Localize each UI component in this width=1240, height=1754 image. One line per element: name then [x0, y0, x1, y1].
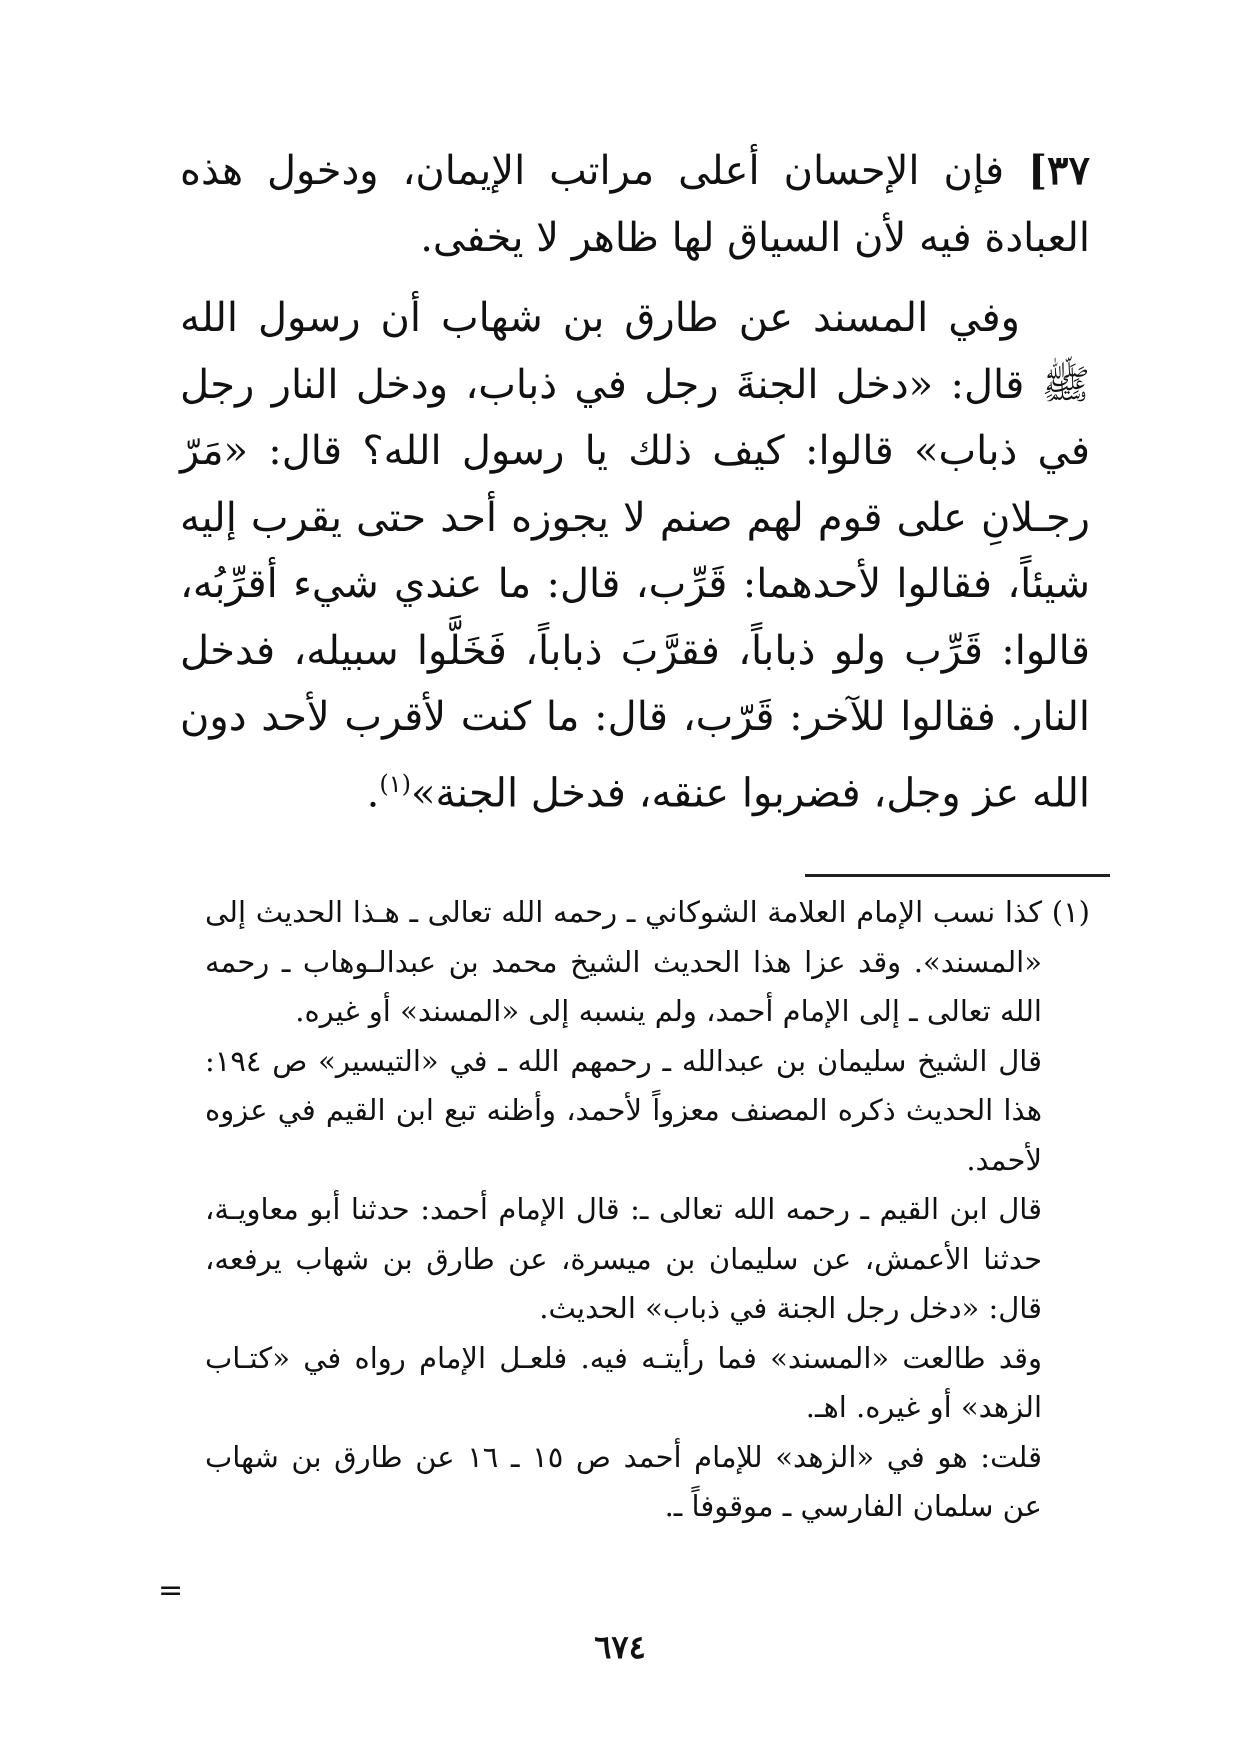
paragraph-1 — [180, 138, 1090, 271]
footnote-1-para-1 — [205, 888, 1090, 1037]
continuation-mark: = — [158, 1573, 184, 1608]
page-number: ٦٧٤ — [594, 1628, 646, 1666]
paragraph-2-text: وفي المسند عن طارق بن شهاب أن رسول الله ﷺ قال: «دخل الجنةَ رجل في ذباب، ودخل النار رجل في ذباب» قالوا: كيف ذلك يا رسول الله؟ قال: «مَرّ رجـلانِ على قوم لهم صنم لا يجوزه أحد حتى يقرب إليه شيئاً، فقالوا لأحدهما: قَرِّب، قال: ما عندي شيء أقرِّبُه، قالوا: قَرِّب ولو ذباباً، فقرَّبَ ذباباً، فَخَلَّوا سبيله، فدخل النار. فقالوا للآخر: قَرّب، قال: ما كنت لأقرب لأحد دون الله عز وجل، فضربوا عنقه، فدخل الجنة» — [180, 295, 1090, 816]
footnote-1-para-5: قلت: هو في «الزهد» للإمام أحمد ص ١٥ ـ ١٦ عن طارق بن شهاب عن سلمان الفارسي ـ موقوفاً ـ. — [205, 1439, 1043, 1523]
footnote-1-number: (١) — [1051, 895, 1090, 929]
main-text — [180, 138, 1090, 826]
paragraph-2 — [180, 285, 1090, 826]
paragraph-1-text: فإن الإحسان أعلى مراتب الإيمان، ودخول هذه العبادة فيه لأن السياق لها ظاهر لا يخفى. — [180, 148, 1090, 261]
footnote-reference: (١) — [379, 769, 411, 798]
footnote-1-para-3: قال ابن القيم ـ رحمه الله تعالى ـ: قال الإمام أحمد: حدثنا أبو معاويـة، حدثنا الأعمش، عن سليمان بن ميسرة، عن طارق بن شهاب يرفعه، قال: «دخل رجل الجنة في ذباب» الحديث. — [205, 1192, 1042, 1325]
footnote-1-para-2: قال الشيخ سليمان بن عبدالله ـ رحمهم الله ـ في «التيسير» ص ١٩٤: هذا الحديث ذكره المصنف معزواً لأحمد، وأظنه تبع ابن القيم في عزوه لأحمد. — [205, 1043, 1042, 1177]
section-marker: ٣٧] — [1028, 147, 1090, 194]
footnote-separator — [805, 874, 1110, 877]
footnote-1-para-1-text: كذا نسب الإمام العلامة الشوكاني ـ رحمه الله تعالى ـ هـذا الحديث إلى «المسند». وقد عزا هذا الحديث الشيخ محمد بن عبدالـوهاب ـ رحمه الله تعالى ـ إلى الإمام أحمد، ولم ينسبه إلى «المسند» أو غيره. — [205, 895, 1042, 1028]
footnote-1-para-4: وقد طالعت «المسند» فما رأيتـه فيه. فلعـل الإمام رواه في «كتـاب الزهد» أو غيره. اهـ. — [205, 1340, 1042, 1424]
footnotes — [205, 888, 1090, 1532]
paragraph-2-end: . — [366, 769, 380, 816]
